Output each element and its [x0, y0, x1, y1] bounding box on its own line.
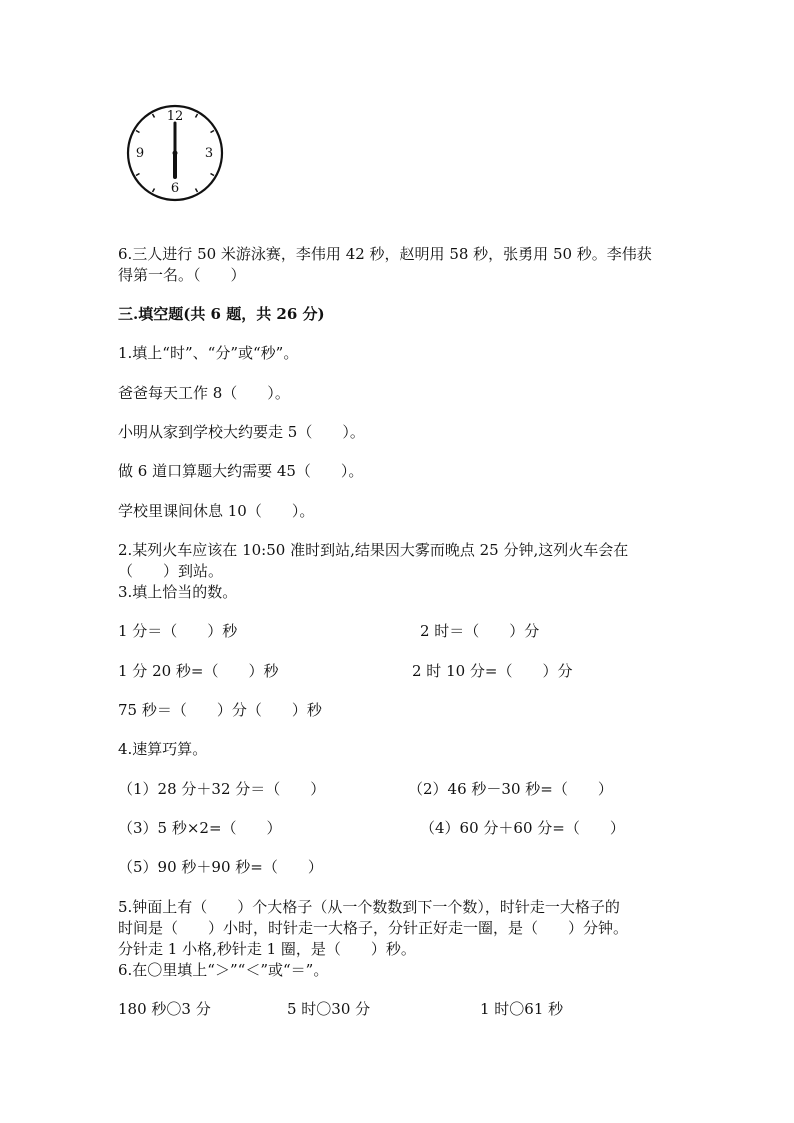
q2-line2: （ ）到站。 — [118, 562, 224, 580]
clock-tick — [153, 189, 155, 192]
q6-stem: 6.在〇里填上“＞”“＜”或“＝”。 — [118, 961, 329, 979]
clock-center-dot — [173, 151, 178, 156]
q4-item-5: （5）90 秒＋90 秒=（ ） — [118, 858, 323, 876]
clock-label-6: 6 — [170, 181, 180, 196]
q6-item-2: 5 时〇30 分 — [287, 1000, 371, 1018]
q6-item-3: 1 时〇61 秒 — [480, 1000, 564, 1018]
q1-item-3: 做 6 道口算题大约需要 45（ ）。 — [118, 462, 364, 480]
clock-label-12: 12 — [166, 109, 184, 124]
clock-label-3: 3 — [204, 146, 214, 161]
q6-item-1: 180 秒〇3 分 — [118, 1000, 211, 1018]
q5-line1: 5.钟面上有（ ）个大格子（从一个数数到下一个数），时针走一大格子的 — [118, 898, 620, 916]
judge-q6-line2: 得第一名。（ ） — [118, 266, 246, 284]
clock-tick — [153, 114, 155, 117]
q3-row3: 75 秒＝（ ）分（ ）秒 — [118, 701, 322, 719]
q5-line3: 分针走 1 小格,秒针走 1 圈，是（ ）秒。 — [118, 940, 416, 958]
q1-item-2: 小明从家到学校大约要走 5（ ）。 — [118, 423, 365, 441]
q5-line2: 时间是（ ）小时，时针走一大格子，分针正好走一圈，是（ ）分钟。 — [118, 919, 629, 937]
q4-item-2: （2）46 秒－30 秒=（ ） — [408, 780, 613, 798]
clock-figure — [123, 104, 227, 202]
q1-item-1: 爸爸每天工作 8（ ）。 — [118, 384, 290, 402]
clock-tick — [196, 114, 198, 117]
q1-stem: 1.填上“时”、“分”或“秒”。 — [118, 344, 299, 362]
clock-tick — [136, 131, 139, 133]
q3-stem: 3.填上恰当的数。 — [118, 583, 238, 601]
q4-item-3: （3）5 秒×2=（ ） — [118, 819, 282, 837]
q3-row1-right: 2 时＝（ ）分 — [420, 622, 540, 640]
q3-row1-left: 1 分＝（ ）秒 — [118, 622, 238, 640]
clock-tick — [136, 174, 139, 176]
clock-tick — [211, 174, 214, 176]
q4-stem: 4.速算巧算。 — [118, 740, 208, 758]
judge-q6-line1: 6.三人进行 50 米游泳赛，李伟用 42 秒，赵明用 58 秒，张勇用 50 秒。李伟获 — [118, 245, 652, 263]
q3-row2-right: 2 时 10 分=（ ）分 — [412, 662, 573, 680]
clock-tick — [211, 131, 214, 133]
q2-line1: 2.某列火车应该在 10:50 准时到站,结果因大雾而晚点 25 分钟,这列火车会在 — [118, 541, 629, 559]
section3-title: 三.填空题(共 6 题，共 26 分) — [118, 305, 325, 323]
clock-tick — [196, 189, 198, 192]
clock-label-9: 9 — [135, 146, 145, 161]
q4-item-4: （4）60 分＋60 分=（ ） — [420, 819, 625, 837]
q4-item-1: （1）28 分＋32 分＝（ ） — [118, 780, 326, 798]
q3-row2-left: 1 分 20 秒=（ ）秒 — [118, 662, 279, 680]
q1-item-4: 学校里课间休息 10（ ）。 — [118, 502, 315, 520]
